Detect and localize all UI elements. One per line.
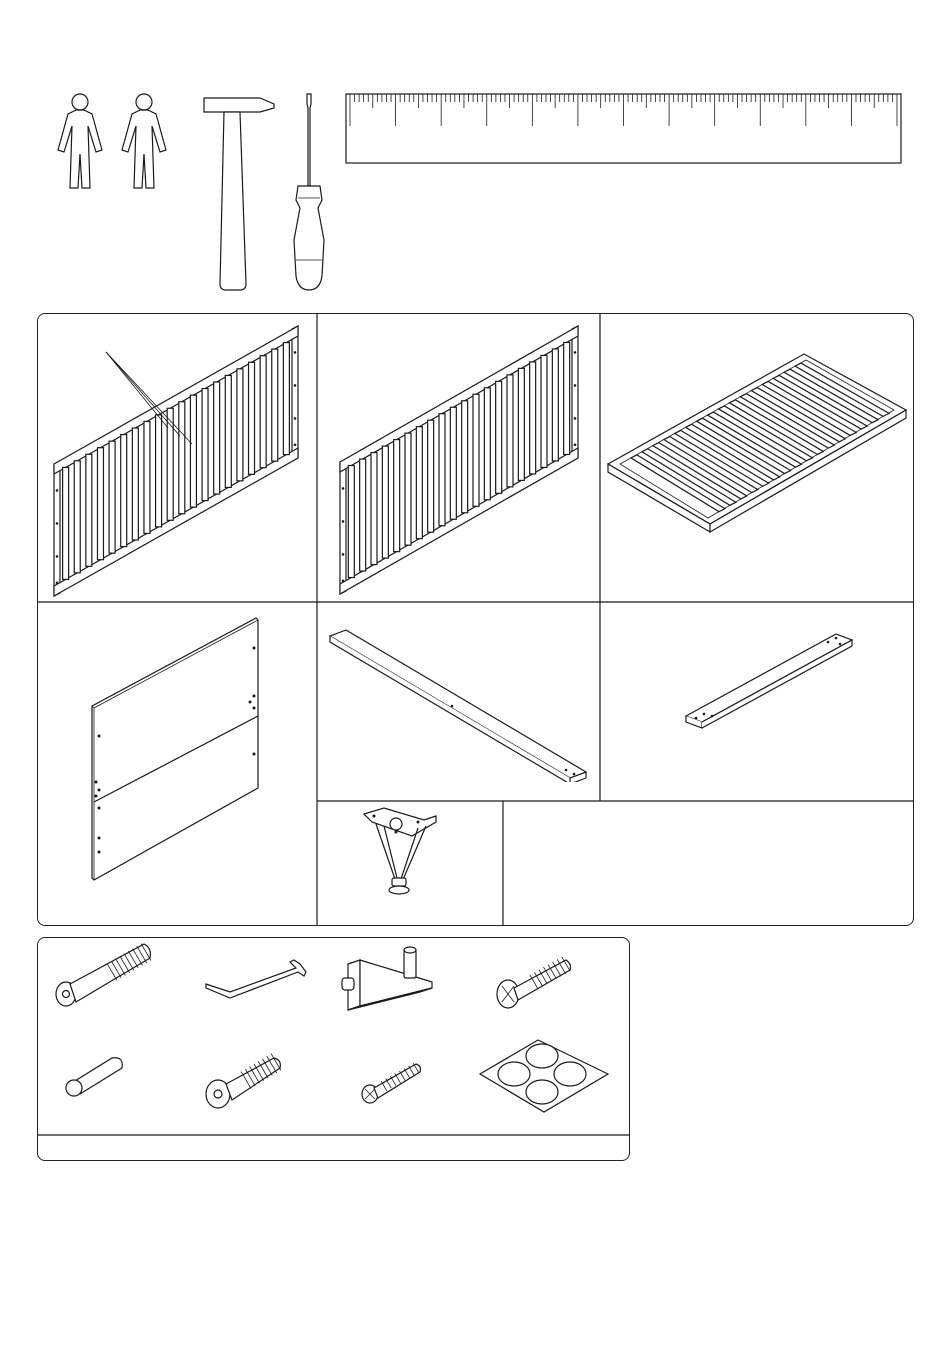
part-slatted-base xyxy=(604,340,910,540)
short-bolt-icon xyxy=(202,1052,284,1114)
felt-pads-icon xyxy=(476,1036,612,1116)
part-end-panel xyxy=(86,612,266,886)
hammer-icon xyxy=(200,94,280,294)
leg-icon xyxy=(356,806,442,898)
allen-key-icon xyxy=(202,954,308,1000)
slatted-rail-icon xyxy=(330,318,592,600)
part-short-support-beam xyxy=(684,630,856,734)
beam-icon xyxy=(684,630,856,734)
slatted-base-icon xyxy=(604,340,910,540)
part-side-rail-with-dowels xyxy=(44,318,314,600)
panel-board-icon xyxy=(86,612,266,886)
long-bolt-icon xyxy=(52,940,156,1010)
part-side-rail xyxy=(330,318,592,600)
part-long-support-beam xyxy=(328,626,588,782)
bracket-icon xyxy=(340,944,444,1016)
two-persons-icon xyxy=(50,90,176,190)
cross-screw-icon xyxy=(494,956,574,1016)
hardware-panel-divider xyxy=(37,1134,630,1136)
wooden-dowel-icon xyxy=(62,1052,128,1100)
beam-icon xyxy=(328,626,588,782)
ruler-icon xyxy=(344,92,904,166)
small-screw-icon xyxy=(358,1060,424,1106)
screwdriver-icon xyxy=(286,90,332,296)
slatted-rail-icon xyxy=(44,318,314,600)
part-metal-leg xyxy=(356,806,442,898)
